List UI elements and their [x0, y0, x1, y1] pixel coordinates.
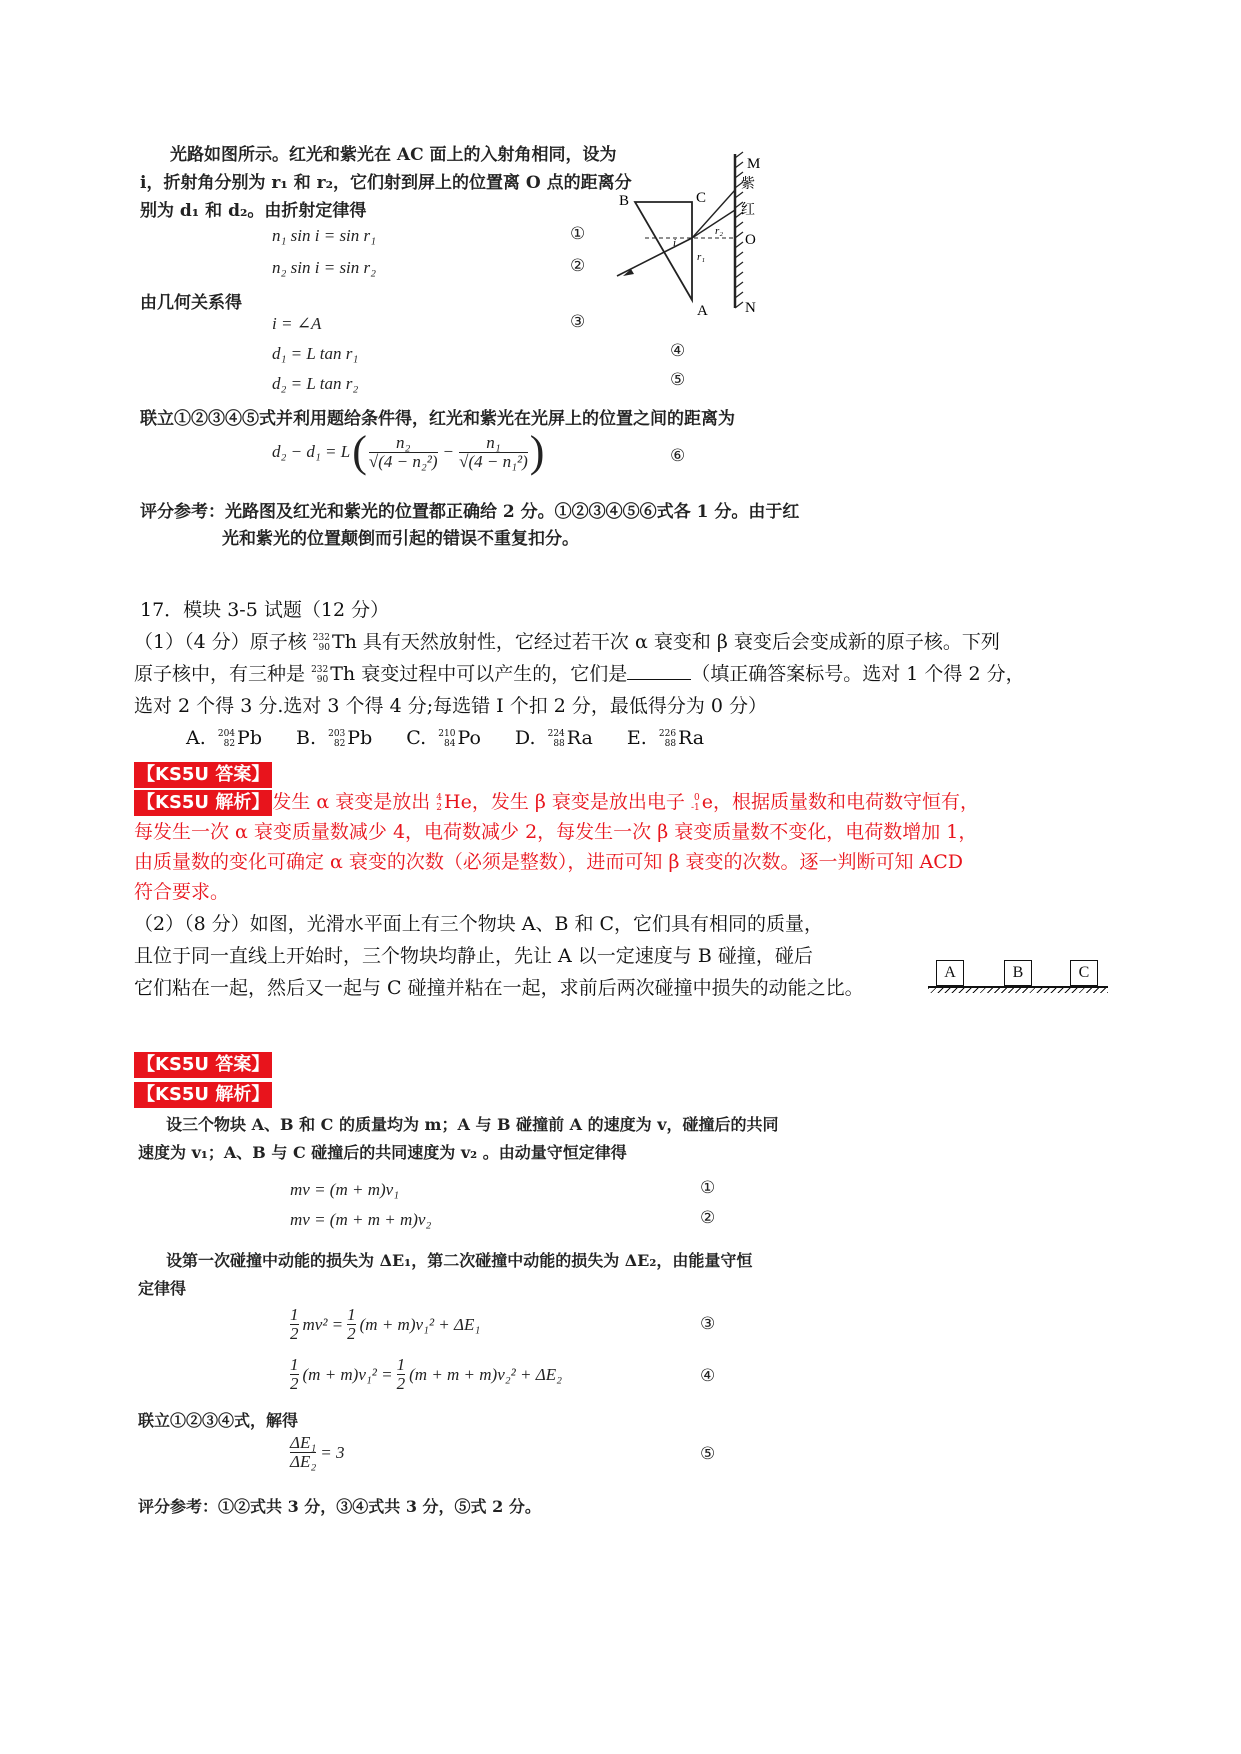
energy-eq-2-right: (m + m + m)v₂² + ΔE₂ — [409, 1364, 563, 1384]
energy-eq-2 — [290, 1356, 562, 1393]
ratio-equation — [290, 1434, 345, 1471]
label-B: B — [619, 193, 630, 209]
part1-line-3: 别为 d₁ 和 d₂。由折射定律得 — [140, 201, 367, 221]
mass-number: 0 — [694, 793, 700, 803]
label-C: C — [696, 190, 707, 206]
element-symbol: Pb — [347, 727, 373, 749]
energy-eq-2-left: (m + m)v₁² = — [302, 1364, 393, 1384]
equation-mark-3: ③ — [570, 312, 586, 332]
equation-mark-1: ① — [570, 224, 586, 244]
frac-num: 1 — [396, 1355, 406, 1374]
option-e[interactable] — [627, 722, 704, 754]
q17-p1-line1 — [134, 626, 1000, 658]
question-title: 17．模块 3-5 试题（12 分） — [140, 599, 390, 621]
energy-ratio — [290, 1434, 316, 1471]
analysis-line-4: 符合要求。 — [134, 881, 230, 903]
q17-p1-line2 — [134, 658, 1025, 690]
part2-scoring: 评分参考：①②式共 3 分，③④式共 3 分，⑤式 2 分。 — [138, 1497, 541, 1516]
charge-number: 90 — [318, 643, 330, 653]
equation-2: n₂ sin i = sin r₂ — [272, 258, 377, 277]
ratio-num: ΔE₁ — [290, 1433, 317, 1452]
analysis-tag-2 — [134, 1078, 272, 1110]
fraction-n1-den: √(4 − n₁²) — [459, 451, 528, 471]
option-a[interactable] — [186, 722, 262, 754]
equation-mark-2: ② — [570, 256, 586, 276]
element-symbol: He — [444, 791, 472, 813]
mass-number: 232 — [312, 633, 330, 643]
label-O: O — [745, 232, 756, 248]
element-symbol: e — [701, 791, 713, 813]
label-i: i — [673, 237, 677, 249]
label-M: M — [747, 156, 761, 172]
frac-num: 1 — [290, 1355, 299, 1374]
q17-p2-line3: 它们粘在一起，然后又一起与 C 碰撞并粘在一起，求前后两次碰撞中损失的动能之比。 — [134, 977, 864, 999]
half-fraction — [347, 1306, 356, 1343]
analysis-line-2: 每发生一次 α 衰变质量数减少 4，电荷数减少 2，每发生一次 β 衰变质量数不变化，电荷数增加 1， — [134, 821, 978, 843]
analysis-text-c: ，根据质量数和电荷数守恒有， — [712, 791, 979, 813]
equation-mark-4: ④ — [670, 341, 686, 361]
analysis-line-3: 由质量数的变化可确定 α 衰变的次数（必须是整数），进而可知 β 衰变的次数。逐一判断可知 ACD — [134, 851, 964, 873]
charge-number: 84 — [443, 739, 456, 749]
charge-number: 2 — [436, 803, 443, 813]
half-fraction — [290, 1306, 299, 1343]
analysis-line-1 — [134, 786, 979, 818]
block-b: B — [1004, 960, 1032, 986]
part2-mark-5: ⑤ — [700, 1444, 716, 1464]
prism-triangle — [635, 202, 692, 300]
frac-den: 2 — [396, 1374, 406, 1393]
option-label: D. — [514, 727, 536, 749]
frac-num: 1 — [290, 1305, 299, 1324]
incident-ray — [617, 238, 692, 276]
block-a: A — [936, 960, 964, 986]
answer-blank[interactable] — [627, 661, 691, 680]
part2-line-1: 设三个物块 A、B 和 C 的质量均为 m；A 与 B 碰撞前 A 的速度为 v，碰撞后的共同 — [166, 1115, 779, 1134]
equation-1: n₁ sin i = sin r₁ — [272, 226, 377, 245]
option-label: B. — [296, 727, 317, 749]
option-label: C. — [406, 727, 427, 749]
frac-num: 1 — [347, 1305, 356, 1324]
combine-statement: 联立①②③④⑤式并利用题给条件得，红光和紫光在光屏上的位置之间的距离为 — [140, 409, 735, 429]
charge-number: 82 — [223, 739, 236, 749]
mass-number: 4 — [436, 793, 443, 803]
analysis-text-a: 发生 α 衰变是放出 — [272, 791, 437, 813]
part2-mark-4: ④ — [700, 1366, 716, 1386]
label-r2: r₂ — [715, 225, 724, 237]
option-b[interactable] — [296, 722, 372, 754]
fraction-n1 — [459, 434, 528, 471]
element-symbol: Pb — [237, 727, 262, 749]
frac-den: 2 — [347, 1324, 356, 1343]
equation-6-lhs: d₂ − d₁ = L — [272, 442, 351, 461]
option-c[interactable] — [406, 722, 481, 754]
element-symbol: Ra — [566, 727, 593, 749]
scoring-line-1: 评分参考：光路图及红光和紫光的位置都正确给 2 分。①②③④⑤⑥式各 1 分。由于红 — [140, 502, 800, 522]
equation-mark-5: ⑤ — [670, 370, 686, 390]
part2-line-2: 速度为 v₁；A、B 与 C 碰撞后的共同速度为 v₂ 。由动量守恒定律得 — [138, 1143, 627, 1162]
answer-tag-2 — [134, 1048, 272, 1080]
q17-p1-text-d: 衰变过程中可以产生的，它们是 — [361, 663, 628, 685]
half-fraction — [397, 1356, 406, 1393]
floor-hatching — [928, 988, 1108, 993]
nuclide-thorium — [311, 658, 355, 690]
charge-number: 90 — [316, 675, 329, 685]
ratio-den: ΔE₂ — [290, 1452, 317, 1471]
label-A: A — [697, 303, 708, 319]
ks5u-analysis-tag: 【KS5U 解析】 — [134, 790, 272, 816]
energy-eq-1-left: mv² = — [302, 1314, 344, 1334]
momentum-eq-2: mv = (m + m + m)v₂ — [290, 1210, 432, 1229]
label-r1: r₁ — [697, 251, 706, 263]
q17-p1-text-c: 原子核中，有三种是 — [134, 663, 306, 685]
label-N: N — [745, 300, 756, 316]
element-symbol: Th — [331, 631, 357, 653]
q17-p1-text-e: （填正确答案标号。选对 1 个得 2 分， — [691, 663, 1025, 685]
charge-number: 88 — [664, 739, 677, 749]
fraction-n2-num: n₂ — [395, 432, 411, 452]
option-label: A. — [186, 727, 206, 749]
label-red: 红 — [741, 202, 755, 218]
equation-6 — [272, 427, 545, 476]
mass-number: 203 — [328, 729, 346, 739]
left-paren: ( — [352, 427, 367, 476]
charge-number: -1 — [690, 803, 700, 813]
mass-number: 224 — [547, 729, 565, 739]
mass-number: 210 — [438, 729, 456, 739]
part2-mark-3: ③ — [700, 1314, 716, 1334]
q17-p1-text-a: （1）（4 分）原子核 — [134, 631, 307, 653]
option-d[interactable] — [515, 722, 593, 754]
part2-mark-1: ① — [700, 1178, 716, 1198]
part2-mark-2: ② — [700, 1208, 716, 1228]
frac-den: 2 — [290, 1374, 299, 1393]
fraction-n2 — [369, 434, 438, 471]
nuclide-thorium — [313, 626, 357, 658]
charge-number: 88 — [553, 739, 565, 749]
element-symbol: Ra — [678, 727, 705, 749]
option-list — [186, 722, 704, 754]
mass-number: 226 — [658, 729, 677, 739]
part1-line-2: i，折射角分别为 r₁ 和 r₂，它们射到屏上的位置离 O 点的距离分 — [140, 173, 632, 193]
part2-combine: 联立①②③④式，解得 — [138, 1411, 299, 1430]
q17-p1-line3: 选对 2 个得 3 分.选对 3 个得 4 分;每选错 I 个扣 2 分，最低得分为 0 分） — [134, 695, 768, 717]
prism-optics-diagram — [605, 150, 780, 320]
energy-eq-1-right: (m + m)v₁² + ΔE₁ — [359, 1314, 481, 1334]
analysis-text-b: ，发生 β 衰变是放出电子 — [471, 791, 691, 813]
q17-p2-line2: 且位于同一直线上开始时，三个物块均静止，先让 A 以一定速度与 B 碰撞，碰后 — [134, 945, 813, 967]
q17-p1-text-b: 具有天然放射性，它经过若干次 α 衰变和 β 衰变后会变成新的原子核。下列 — [362, 631, 1000, 653]
energy-eq-1 — [290, 1306, 480, 1343]
part1-line-1: 光路如图所示。红光和紫光在 AC 面上的入射角相同，设为 — [170, 145, 617, 165]
q17-p2-line1: （2）（8 分）如图，光滑水平面上有三个物块 A、B 和 C，它们具有相同的质量， — [134, 913, 824, 935]
fraction-n2-den: √(4 − n₂²) — [368, 451, 438, 471]
geometry-intro: 由几何关系得 — [140, 293, 242, 313]
charge-number: 82 — [333, 739, 346, 749]
ratio-value: = 3 — [320, 1442, 345, 1462]
mass-number: 204 — [217, 729, 236, 739]
frac-den: 2 — [290, 1324, 299, 1343]
momentum-eq-1: mv = (m + m)v₁ — [290, 1180, 400, 1199]
half-fraction — [290, 1356, 299, 1393]
ks5u-answer-tag: 【KS5U 答案】 — [134, 762, 272, 788]
block-c: C — [1070, 960, 1098, 986]
part2-line-4: 定律得 — [138, 1279, 187, 1298]
minus-sign: − — [443, 442, 454, 461]
fraction-n1-num: n₁ — [486, 432, 501, 452]
part2-line-3: 设第一次碰撞中动能的损失为 ΔE₁，第二次碰撞中动能的损失为 ΔE₂，由能量守恒 — [166, 1251, 753, 1270]
right-paren: ) — [529, 427, 545, 476]
ks5u-analysis-tag: 【KS5U 解析】 — [134, 1082, 272, 1108]
option-label: E. — [626, 727, 647, 749]
equation-4: d₁ = L tan r₁ — [272, 344, 359, 363]
label-violet: 紫 — [741, 176, 755, 192]
equation-3: i = ∠A — [272, 314, 322, 333]
mass-number: 232 — [311, 665, 329, 675]
scoring-line-2: 光和紫光的位置颠倒而引起的错误不重复扣分。 — [222, 529, 579, 549]
equation-mark-6: ⑥ — [670, 446, 686, 466]
equation-5: d₂ = L tan r₂ — [272, 374, 359, 393]
element-symbol: Th — [330, 663, 356, 685]
element-symbol: Po — [457, 727, 481, 749]
ks5u-answer-tag: 【KS5U 答案】 — [134, 1052, 272, 1078]
